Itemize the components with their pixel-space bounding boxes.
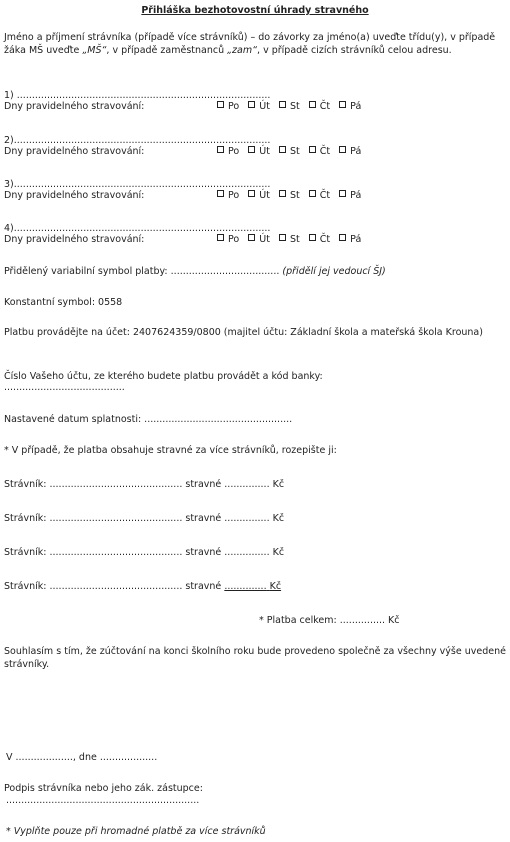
amount-dots: .............. [224,581,267,592]
day-label: Út [259,101,270,112]
day-st[interactable] [279,234,300,245]
diner-name-line-4[interactable]: 4)..................................................................................... [4,223,271,234]
agreement-text: Souhlasím s tím, že zúčtování na konci školního roku bude provedeno společně za všechny výše uvedené strávníky. [4,646,506,670]
days-checkboxes [217,190,367,201]
day-label: Čt [319,234,331,245]
day-po[interactable] [217,190,239,201]
checkbox[interactable] [217,101,224,108]
day-po[interactable] [217,234,239,245]
diner-days-row-1 [4,101,506,113]
checkbox[interactable] [279,101,286,108]
day-label: Čt [319,101,331,112]
intro-zam: „zam“ [227,44,258,56]
total-payment-field[interactable]: * Platba celkem: ............... Kč [259,615,400,626]
day-ct[interactable] [309,146,330,157]
day-label: Pá [350,190,362,201]
day-label: Po [228,146,240,157]
checkbox[interactable] [339,190,346,197]
checkbox[interactable] [339,146,346,153]
breakdown-intro: * V případě, že platba obsahuje stravné za více strávníků, rozepište ji: [4,445,337,456]
day-label: Po [228,190,240,201]
day-label: Út [259,190,270,201]
day-st[interactable] [279,101,300,112]
checkbox[interactable] [248,146,255,153]
day-label: St [289,146,300,157]
checkbox[interactable] [248,234,255,241]
day-ut[interactable] [248,190,270,201]
variable-symbol-note: (přidělí jej vedoucí ŠJ) [282,266,386,277]
diner-days-row-3 [4,190,506,202]
diner-name-line-1[interactable]: 1) .................................................................................... [4,90,271,101]
day-pa[interactable] [339,190,361,201]
footnote: * Vyplňte pouze při hromadné platbě za více strávníků [6,826,266,837]
day-pa[interactable] [339,101,361,112]
day-po[interactable] [217,146,239,157]
checkbox[interactable] [217,146,224,153]
day-label: Čt [319,146,331,157]
day-ut[interactable] [248,146,270,157]
days-checkboxes [217,101,367,112]
checkbox[interactable] [309,234,316,241]
intro-part3: , v případě cizích strávníků celou adresu. [257,44,452,56]
constant-symbol: Konstantní symbol: 0558 [4,297,123,308]
checkbox[interactable] [279,190,286,197]
breakdown-row-1[interactable]: Strávník: ............................................ stravné ............... Kč [4,479,285,490]
signature-field[interactable]: ................................................................ [6,795,200,806]
breakdown-row-3[interactable]: Strávník: ............................................ stravné ............... Kč [4,547,285,558]
days-checkboxes [217,234,367,245]
checkbox[interactable] [309,146,316,153]
checkbox[interactable] [339,234,346,241]
intro-text [4,32,506,57]
days-label: Dny pravidelného stravování: [4,234,145,245]
day-st[interactable] [279,190,300,201]
checkbox[interactable] [309,101,316,108]
day-pa[interactable] [339,146,361,157]
checkbox[interactable] [217,190,224,197]
day-po[interactable] [217,101,239,112]
days-label: Dny pravidelného stravování: [4,190,145,201]
day-label: St [289,190,300,201]
checkbox[interactable] [309,190,316,197]
day-label: Po [228,234,240,245]
intro-part1: Jméno a příjmení strávníka (případě více strávníků) – do závorky za jméno(a) uveďte třídu(y), v případě žáka MŠ uveďte [4,32,496,56]
breakdown-row-2[interactable]: Strávník: ............................................ stravné ............... Kč [4,513,285,524]
day-pa[interactable] [339,234,361,245]
day-ct[interactable] [309,101,330,112]
your-account-field[interactable]: ........................................ [4,382,125,393]
breakdown-row-amount[interactable] [224,581,281,592]
diner-name-line-3[interactable]: 3)..................................................................................... [4,179,271,190]
day-label: St [289,101,300,112]
day-label: Po [228,101,240,112]
checkbox[interactable] [248,101,255,108]
day-ct[interactable] [309,190,330,201]
payment-account-text: Platbu provádějte na účet: 2407624359/0800 (majitel účtu: Základní škola a mateřská škola Krouna) [4,327,483,338]
your-account-label: Číslo Vašeho účtu, ze kterého budete platbu provádět a kód banky: [4,371,323,382]
currency-label: Kč [269,581,282,592]
signature-label: Podpis strávníka nebo jeho zák. zástupce: [4,783,203,794]
breakdown-row-4[interactable] [4,581,281,592]
days-label: Dny pravidelného stravování: [4,101,145,112]
day-label: Út [259,234,270,245]
breakdown-row-label: Strávník: ............................................ stravné [4,581,222,592]
day-label: Pá [350,146,362,157]
checkbox[interactable] [279,146,286,153]
intro-ms: „MŠ“ [82,44,107,56]
days-checkboxes [217,146,367,157]
days-label: Dny pravidelného stravování: [4,146,145,157]
day-st[interactable] [279,146,300,157]
checkbox[interactable] [248,190,255,197]
place-date-field[interactable]: V ..................., dne ................... [6,752,158,763]
variable-symbol-label: Přidělený variabilní symbol platby: .................................... [4,266,280,277]
day-label: Čt [319,190,331,201]
day-label: Pá [350,234,362,245]
due-date-field[interactable]: Nastavené datum splatnosti: ................................................. [4,414,293,425]
intro-part2: , v případě zaměstnanců [106,44,228,56]
day-ut[interactable] [248,234,270,245]
day-label: Út [259,146,270,157]
form-title: Přihláška bezhotovostní úhrady stravného [141,5,369,16]
day-ct[interactable] [309,234,330,245]
variable-symbol-line[interactable] [4,266,386,277]
diner-name-line-2[interactable]: 2)..................................................................................... [4,135,271,146]
diner-days-row-4 [4,234,506,246]
day-label: St [289,234,300,245]
checkbox[interactable] [217,234,224,241]
checkbox[interactable] [339,101,346,108]
day-label: Pá [350,101,362,112]
diner-days-row-2 [4,146,506,158]
day-ut[interactable] [248,101,270,112]
checkbox[interactable] [279,234,286,241]
